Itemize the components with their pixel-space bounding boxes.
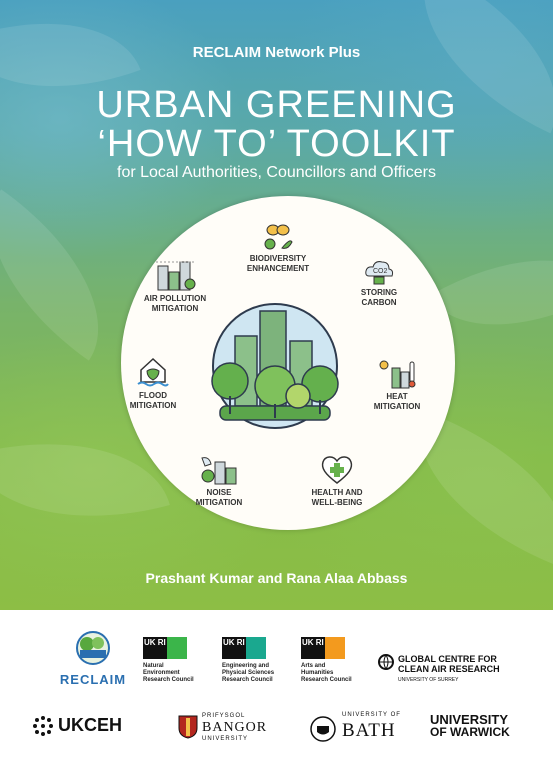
ukri-box: UK RI [143, 637, 167, 659]
ukri-box: UK RI [222, 637, 246, 659]
benefit-label: HEALTH AND WELL-BEING [311, 488, 363, 507]
ukceh-wordmark: UKCEH [58, 715, 123, 735]
reclaim-logo [58, 630, 128, 690]
benefit-label: NOISE MITIGATION [195, 488, 243, 507]
ukri-box: UK RI [301, 637, 325, 659]
benefit-carbon [324, 254, 434, 308]
benefit-air-pollution [120, 258, 230, 314]
bangor-crest-icon [178, 715, 198, 739]
network-name: RECLAIM Network Plus [192, 44, 361, 61]
ukceh-logo [32, 715, 142, 741]
benefit-label: HEAT MITIGATION [373, 392, 421, 411]
benefit-flood [98, 355, 208, 411]
co2-cloud-icon [363, 254, 395, 286]
bath-line-1: UNIVERSITY OF [342, 712, 401, 718]
ukri-nerc-logo [143, 637, 194, 683]
benefit-label: STORING CARBON [360, 288, 398, 307]
ahrc-caption: Arts and Humanities Research Council [301, 663, 352, 683]
satellite-dish-icon [199, 452, 239, 486]
benefit-label: AIR POLLUTION MITIGATION [143, 294, 207, 313]
nerc-caption: Natural Environment Research Council [143, 663, 194, 683]
gcare-line-2: CLEAN AIR RESEARCH [398, 664, 500, 674]
city-trees-illustration [200, 296, 350, 436]
ahrc-accent [325, 637, 345, 659]
benefit-noise [164, 452, 274, 508]
ukceh-dots-icon [32, 715, 54, 737]
ukri-ahrc-logo [301, 637, 352, 683]
benefit-biodiversity [223, 220, 333, 274]
svg-text:CO2: CO2 [373, 268, 388, 275]
bath-line-2: BATH [342, 720, 396, 741]
city-smog-icon [154, 258, 196, 292]
bath-logo [310, 712, 410, 746]
title-line-2: ‘HOW TO’ TOOLKIT [97, 123, 456, 165]
gcare-line-3: UNIVERSITY OF SURREY [398, 677, 459, 683]
butterfly-icon [262, 220, 294, 252]
house-water-icon [136, 355, 170, 389]
warwick-line-2: OF WARWICK [430, 725, 510, 739]
bangor-line-2: BANGOR [202, 720, 268, 735]
benefit-label: BIODIVERSITY ENHANCEMENT [246, 254, 310, 273]
reclaim-wordmark: RECLAIM [59, 672, 127, 687]
subtitle: for Local Authorities, Councillors and Officers [117, 164, 436, 181]
bath-crest-icon [310, 716, 336, 742]
bangor-line-3: UNIVERSITY [202, 736, 249, 742]
bangor-line-1: PRIFYSGOL [202, 713, 246, 719]
authors: Prashant Kumar and Rana Alaa Abbass [145, 570, 408, 586]
heart-cross-icon [319, 452, 355, 486]
epsrc-accent [246, 637, 266, 659]
bangor-logo [178, 713, 288, 745]
globe-icon [378, 654, 394, 670]
benefit-label: FLOOD MITIGATION [129, 391, 177, 410]
warwick-logo [430, 713, 540, 745]
ukri-epsrc-logo [222, 637, 275, 683]
warwick-line-1: UNIVERSITY [430, 712, 509, 727]
benefit-health [282, 452, 392, 508]
gcare-logo [378, 654, 538, 694]
epsrc-caption: Engineering and Physical Sciences Research Council [222, 663, 275, 683]
nerc-accent [167, 637, 187, 659]
title-line-1: URBAN GREENING [96, 84, 457, 126]
partner-logos [0, 610, 553, 769]
reclaim-emblem-icon [71, 630, 115, 666]
thermometer-city-icon [378, 358, 416, 390]
benefit-heat [342, 358, 452, 412]
gcare-line-1: GLOBAL CENTRE FOR [398, 654, 497, 664]
